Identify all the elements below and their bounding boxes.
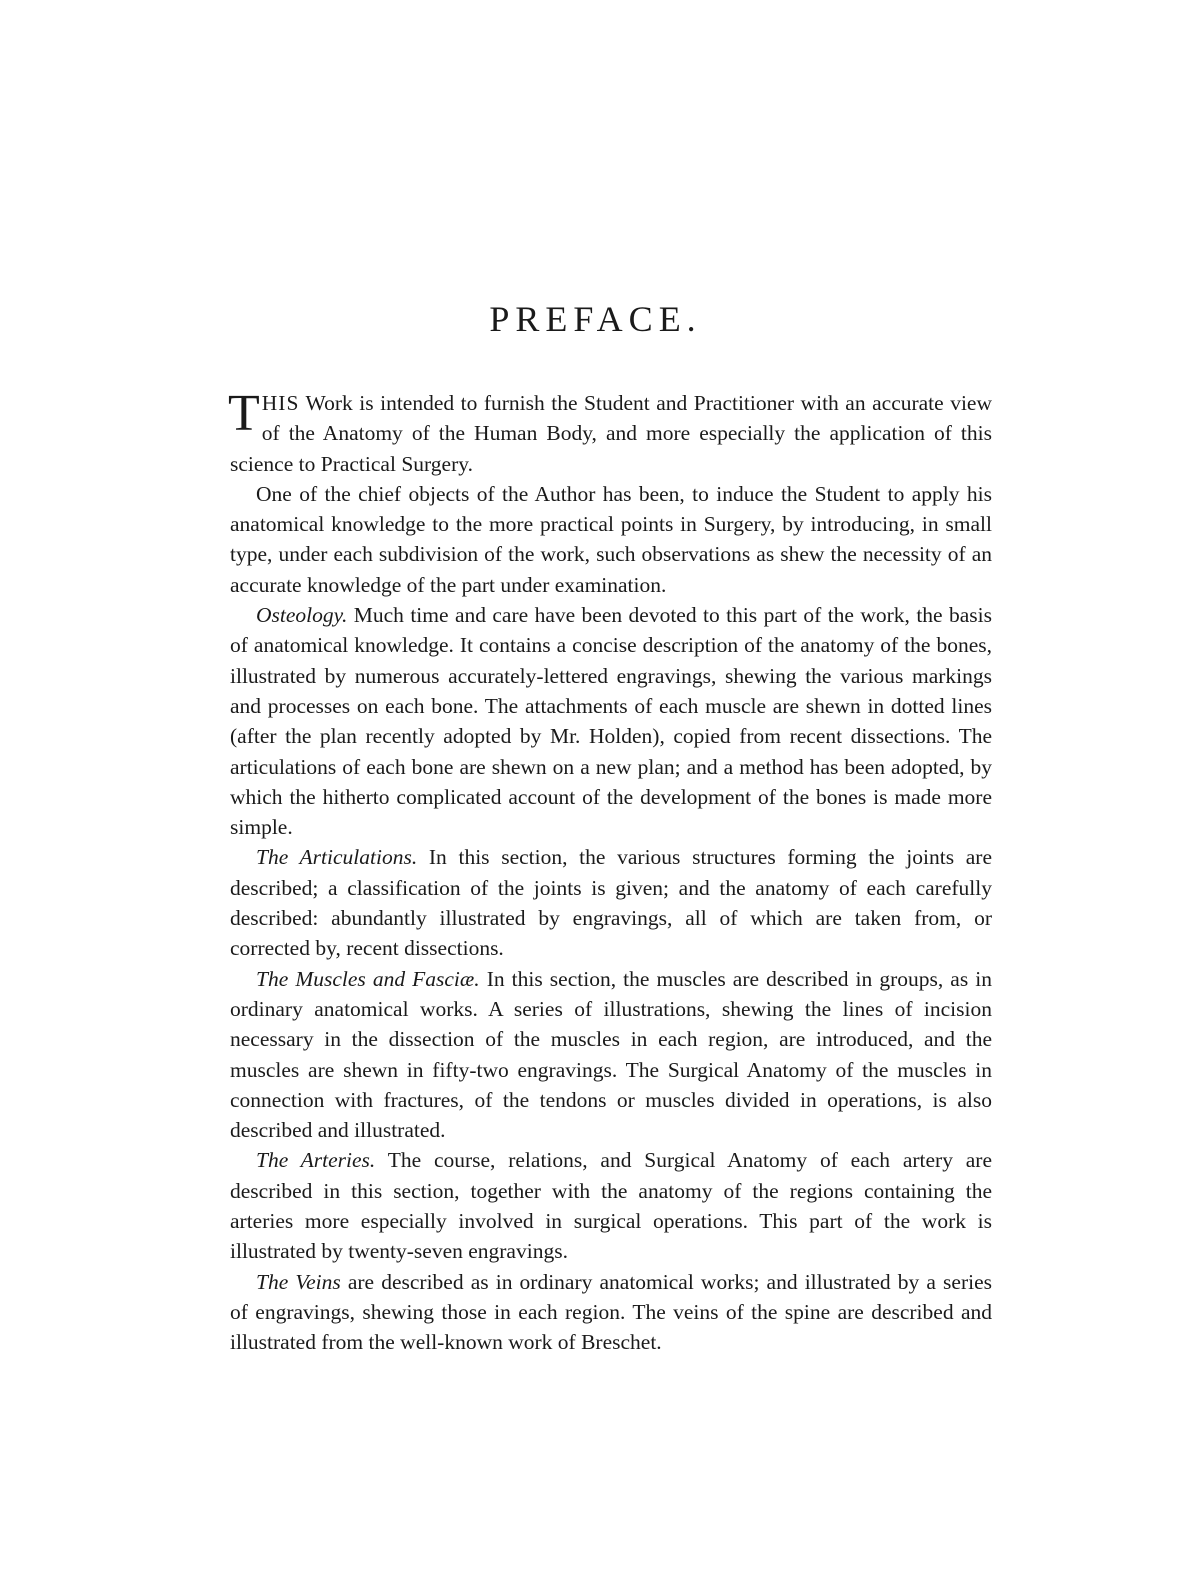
paragraph-arteries	[230, 1145, 992, 1266]
articulations-heading: The Articulations.	[256, 845, 418, 870]
paragraph-objects	[230, 479, 992, 600]
preface-body	[228, 385, 992, 1358]
veins-text: are described as in ordinary anatomical works; and illustrated by a series of engravings, shewing those in each region. The veins of the spine are described and illustrated from the well-known work of Breschet.	[230, 1269, 992, 1355]
page-title: PREFACE.	[489, 299, 702, 339]
osteology-heading: Osteology.	[256, 603, 348, 628]
veins-heading: The Veins	[256, 1269, 341, 1294]
articulations-text: In this section, the various structures forming the joints are described; a classification of the joints is given; and the anatomy of each carefully described: abundantly illustrated by engravings, all of which are taken from, or corrected by, recent dissections.	[230, 845, 992, 961]
paragraph-veins	[230, 1267, 992, 1358]
objects-text: One of the chief objects of the Author has been, to induce the Student to apply his anatomical knowledge to the more practical points in Surgery, by introducing, in small type, under each subdivision of the work, such observations as shew the necessity of an accurate knowledge of the part under examination.	[230, 481, 992, 597]
intro-caps: HIS	[261, 391, 300, 415]
paragraph-osteology	[230, 600, 992, 842]
paragraph-intro	[228, 385, 992, 479]
muscles-text: In this section, the muscles are described in groups, as in ordinary anatomical works. A series of illustrations, shewing the lines of incision necessary in the dissection of the muscles in each region, are introduced, and the muscles are shewn in fifty-two engravings. The Surgical Anatomy of the muscles in connection with fractures, of the tendons or muscles divided in operations, is also described and illustrated.	[230, 966, 992, 1143]
arteries-text: The course, relations, and Surgical Anatomy of each artery are described in this section, together with the anatomy of the regions containing the arteries more especially involved in surgical operations. This part of the work is illustrated by twenty-seven engravings.	[230, 1148, 992, 1264]
drop-cap: T	[228, 385, 260, 442]
paragraph-muscles	[230, 964, 992, 1146]
osteology-text: Much time and care have been devoted to this part of the work, the basis of anatomical knowledge. It contains a concise description of the anatomy of the bones, illustrated by numerous accurately-lettered engravings, shewing the various markings and processes on each bone. The attachments of each muscle are shewn in dotted lines (after the plan recently adopted by Mr. Holden), copied from recent dissections. The articulations of each bone are shewn on a new plan; and a method has been adopted, by which the hitherto complicated account of the development of the bones is made more simple.	[230, 603, 992, 840]
paragraph-articulations	[230, 842, 992, 963]
muscles-heading: The Muscles and Fasciæ.	[256, 966, 480, 991]
intro-text: Work is intended to furnish the Student and Practitioner with an accurate view of the Anatomy of the Human Body, and more especially the application of this science to Practical Surgery.	[230, 391, 992, 476]
arteries-heading: The Arteries.	[256, 1148, 376, 1173]
